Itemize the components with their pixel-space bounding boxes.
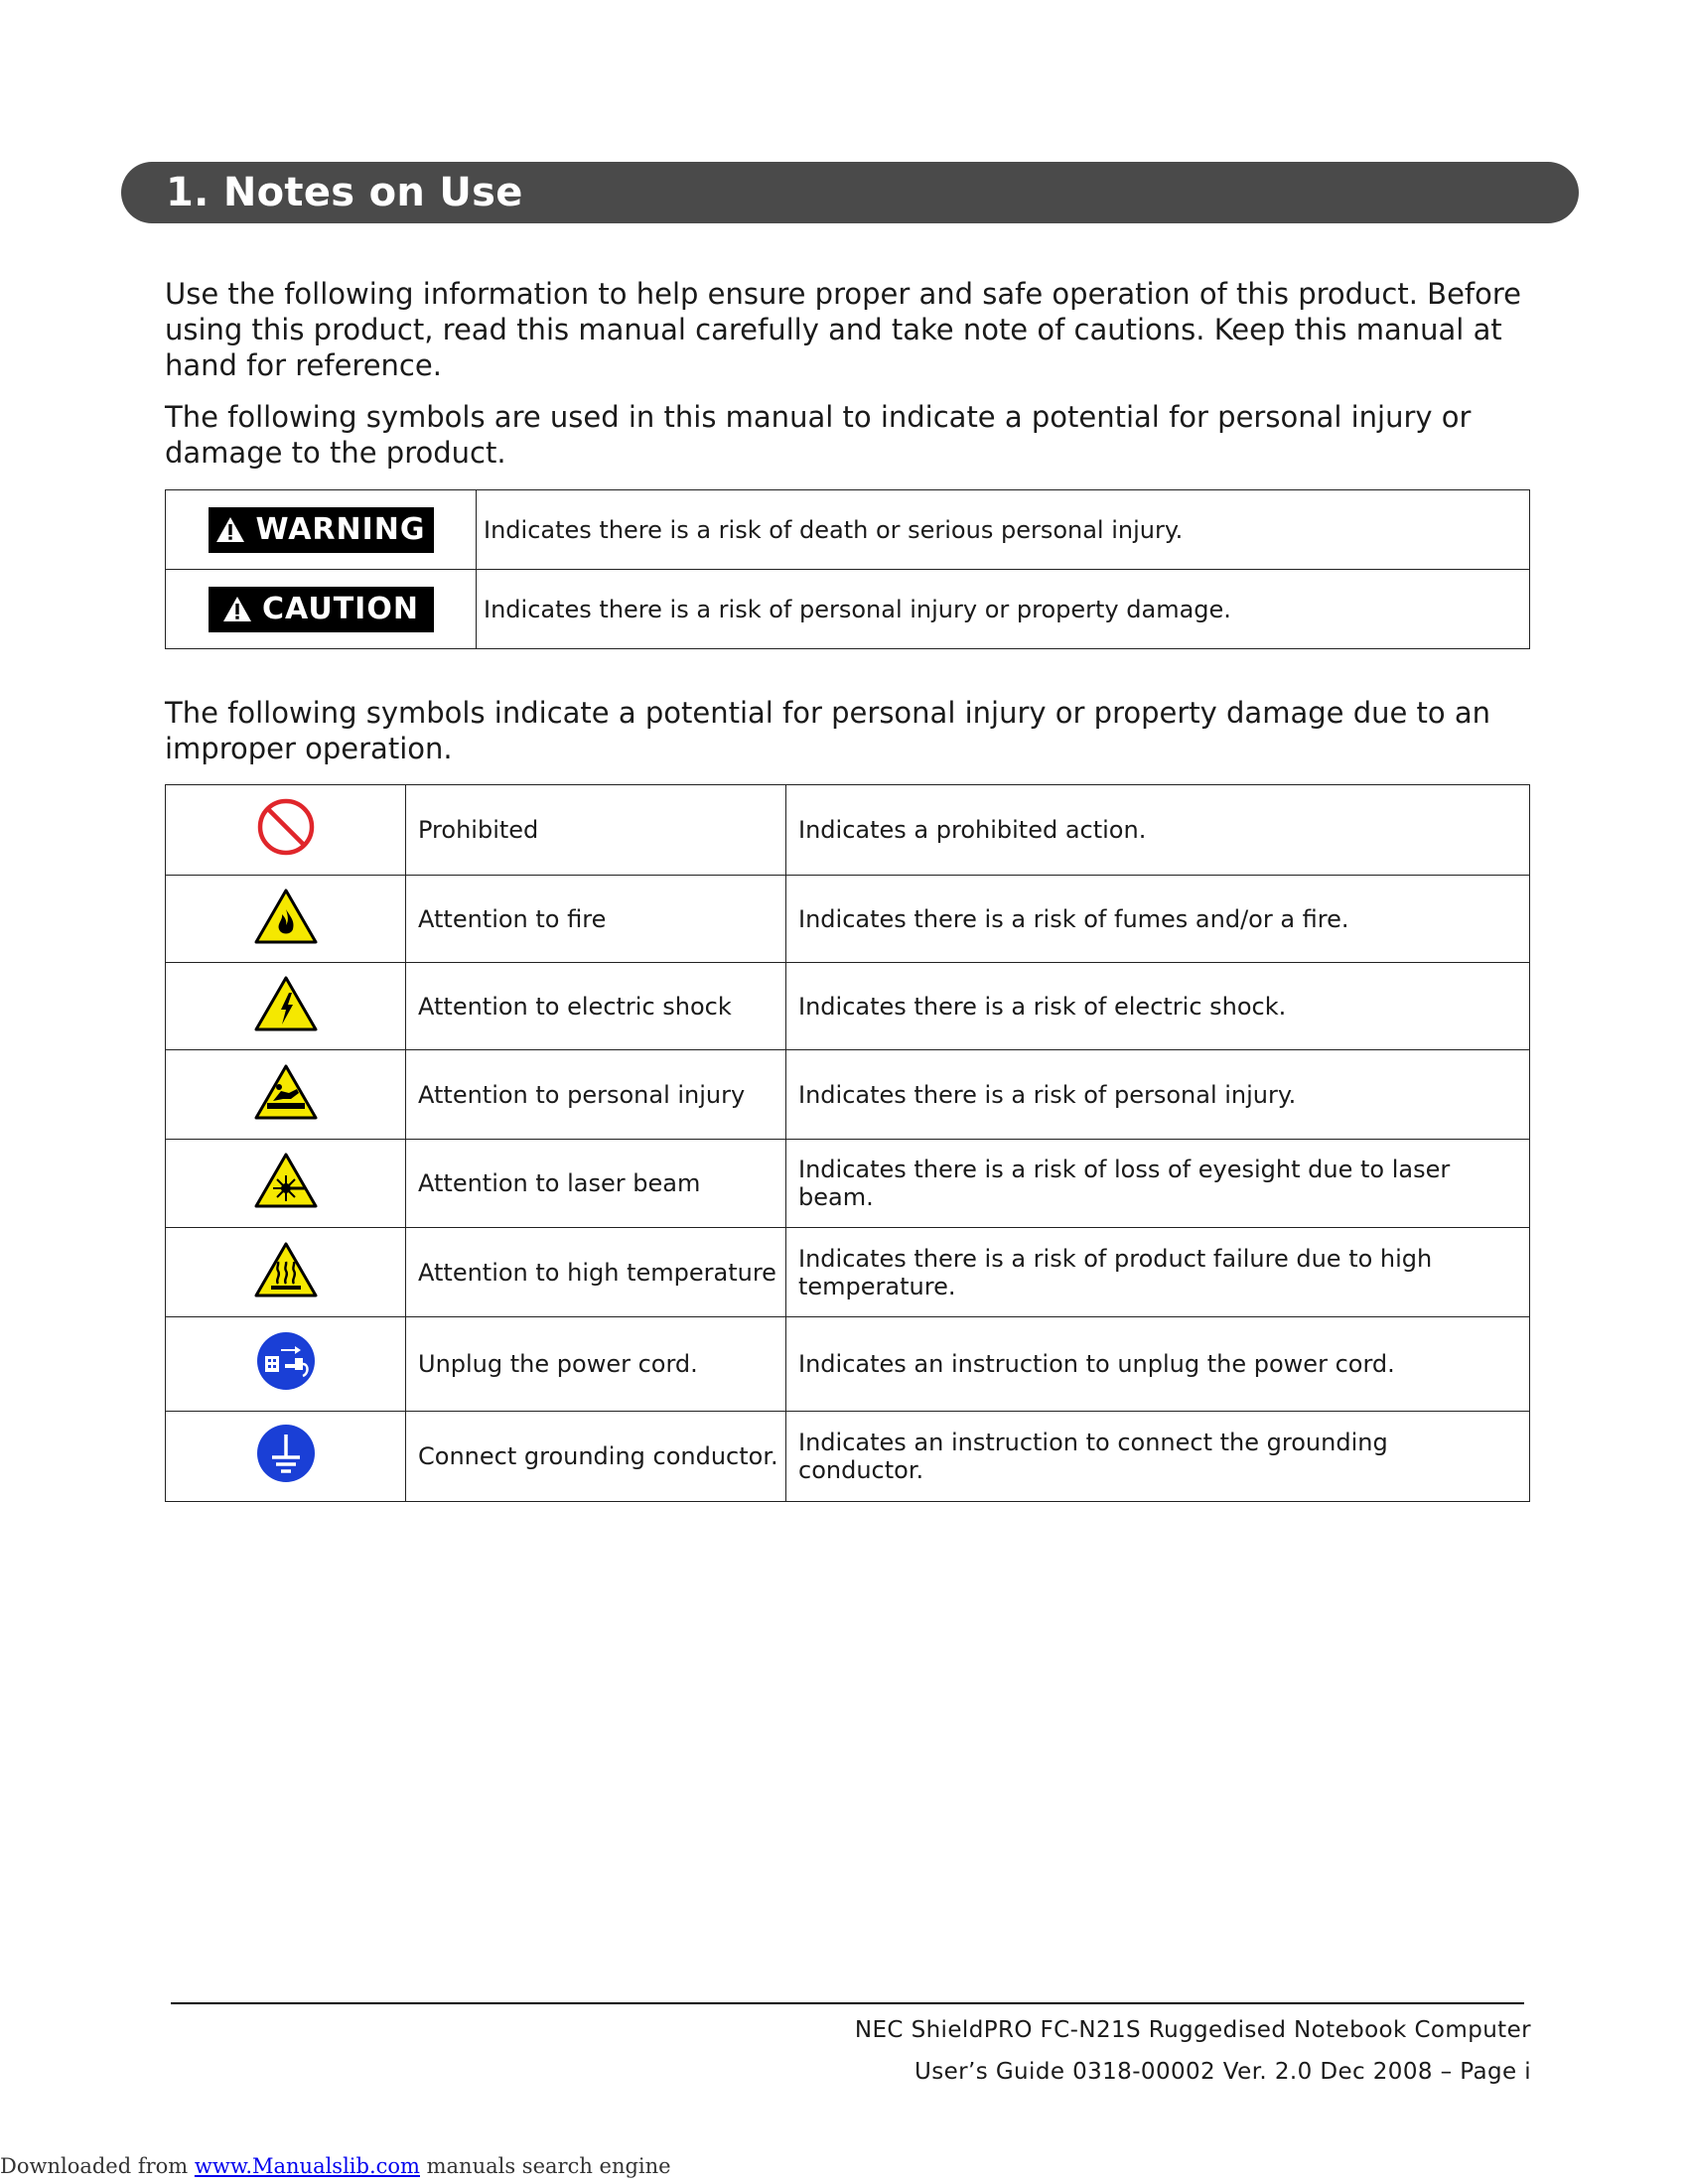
caution-label: CAUTION [262,592,419,626]
unplug-icon [255,1330,317,1392]
caution-description: Indicates there is a risk of personal injury or property damage. [477,570,1530,649]
download-prefix: Downloaded from [0,2154,195,2178]
intro-paragraph: Use the following information to help ensure proper and safe operation of this product. Before using this product, read this manual carefully and take note of cautions. Keep this manual at hand for reference. [165,277,1521,382]
fire-warning-icon [253,887,319,945]
symbol-meaning: Indicates a prohibited action. [786,785,1530,876]
section-header [121,162,1579,223]
download-suffix: manuals search engine [419,2154,671,2178]
symbol-meaning: Indicates there is a risk of personal injury. [786,1050,1530,1140]
manualslib-link[interactable]: www.Manualslib.com [194,2154,420,2178]
symbol-meaning: Indicates there is a risk of electric shock. [786,963,1530,1050]
download-banner [0,2154,671,2178]
symbol-row [166,1317,1530,1412]
caution-badge [209,587,434,632]
symbol-row [166,963,1530,1050]
symbol-row [166,1228,1530,1317]
symbol-row [166,1140,1530,1228]
symbol-row [166,1412,1530,1502]
symbol-meaning: Indicates there is a risk of loss of eyesight due to laser beam. [786,1140,1530,1228]
symbol-name: Attention to laser beam [406,1140,786,1228]
footer-page: User’s Guide 0318-00002 Ver. 2.0 Dec 2008 – Page i [914,2059,1531,2085]
signal-word-table [165,489,1530,649]
symbol-name: Attention to personal injury [406,1050,786,1140]
ground-icon [255,1423,317,1484]
symbol-meaning: Indicates there is a risk of fumes and/or a fire. [786,876,1530,963]
signal-row-caution [166,570,1530,649]
symbol-meaning: Indicates there is a risk of product failure due to high temperature. [786,1228,1530,1317]
warning-description: Indicates there is a risk of death or serious personal injury. [477,490,1530,570]
symbols-paragraph: The following symbols are used in this manual to indicate a potential for personal injury or damage to the product. [165,400,1472,470]
symbol-name: Prohibited [406,785,786,876]
symbol-name: Attention to fire [406,876,786,963]
alert-triangle-icon [222,596,252,622]
section-title: 1. Notes on Use [166,170,523,215]
symbols-intro-paragraph: The following symbols indicate a potential for personal injury or property damage due to an improper operation. [165,696,1491,765]
personal-injury-warning-icon [253,1063,319,1121]
symbol-meaning: Indicates an instruction to connect the grounding conductor. [786,1412,1530,1502]
signal-row-warning [166,490,1530,570]
prohibited-icon [255,796,317,858]
high-temperature-warning-icon [253,1241,319,1298]
warning-badge [209,507,434,553]
symbol-meaning: Indicates an instruction to unplug the power cord. [786,1317,1530,1412]
warning-label: WARNING [255,512,426,547]
alert-triangle-icon [215,516,245,543]
footer-product: NEC ShieldPRO FC-N21S Ruggedised Notebook Computer [854,2017,1531,2043]
symbol-name: Attention to electric shock [406,963,786,1050]
symbol-row [166,785,1530,876]
symbol-name: Connect grounding conductor. [406,1412,786,1502]
symbol-name: Attention to high temperature [406,1228,786,1317]
symbol-name: Unplug the power cord. [406,1317,786,1412]
laser-beam-warning-icon [253,1152,319,1209]
electric-shock-warning-icon [253,975,319,1032]
footer-rule [171,2002,1524,2004]
symbol-table [165,784,1530,1502]
symbol-row [166,1050,1530,1140]
symbol-row [166,876,1530,963]
